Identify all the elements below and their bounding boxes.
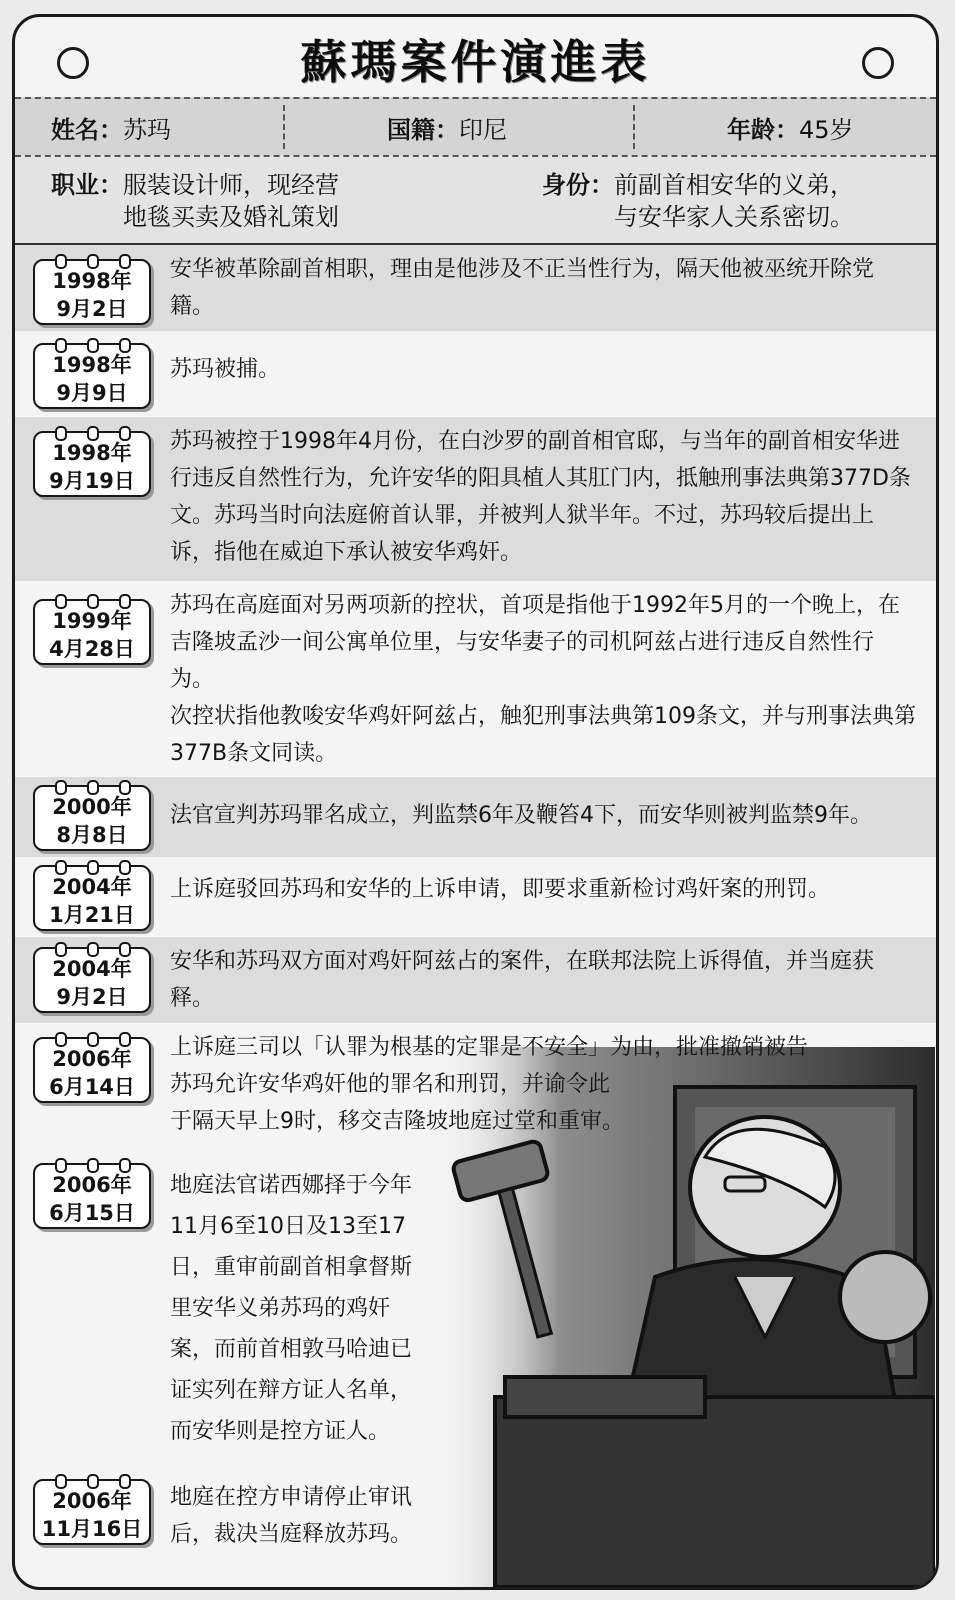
calendar-date-badge [33,259,151,325]
timeline-entry [15,1023,936,1145]
timeline [15,243,936,1547]
timeline-entry [15,581,936,777]
event-description [170,1029,916,1140]
occupation-label: 职业： [51,171,123,199]
timeline-panel [12,14,939,1590]
identity-field [542,157,854,233]
age-label: 年龄： [727,115,799,144]
date-day: 9月2日 [56,985,128,1009]
timeline-entry [15,937,936,1023]
nationality-field [387,99,507,155]
timeline-entry [15,331,936,417]
nationality-value: 印尼 [459,115,507,144]
age-field [727,99,854,155]
timeline-entry [15,417,936,581]
date-year: 1998年 [52,353,132,377]
date-year: 2004年 [52,957,132,981]
page-title: 蘇瑪案件演進表 [300,35,651,89]
event-description: 苏玛被捕。 [170,357,281,382]
date-day: 9月19日 [49,469,135,493]
event-description: 安华被革除副首相职，理由是他涉及不正当性行为，隔天他被巫统开除党籍。 [170,257,875,319]
calendar-date-badge [33,785,151,851]
event-description: 地庭在控方申请停止审讯后，裁决当庭释放苏玛。 [170,1485,413,1547]
date-year: 2004年 [52,875,132,899]
calendar-date-badge [33,947,151,1013]
name-value: 苏玛 [123,115,171,144]
calendar-date-badge [33,599,151,665]
date-year: 2006年 [52,1489,132,1513]
event-line: 上诉庭三司以「认罪为根基的定罪是不安全」为由，批准撤销被告 [170,1035,809,1060]
calendar-date-badge [33,1163,151,1229]
identity-label: 身份： [542,171,614,199]
timeline-entry [15,777,936,857]
date-day: 9月2日 [56,297,128,321]
event-description: 法官宣判苏玛罪名成立，判监禁6年及鞭笞4下，而安华则被判监禁9年。 [170,803,872,828]
event-description: 上诉庭驳回苏玛和安华的上诉申请，即要求重新检讨鸡奸案的刑罚。 [170,877,831,902]
occupation-value [123,169,339,233]
calendar-date-badge [33,343,151,409]
event-paragraph: 次控状指他教唆安华鸡奸阿兹占，触犯刑事法典第109条文，并与刑事法典第377B条文同读。 [170,704,916,766]
date-year: 2006年 [52,1047,132,1071]
name-label: 姓名： [51,115,123,144]
date-day: 11月16日 [41,1517,143,1541]
calendar-date-badge [33,1037,151,1103]
date-year: 2006年 [52,1173,132,1197]
calendar-date-badge [33,865,151,931]
date-day: 4月28日 [49,637,135,661]
calendar-date-badge [33,431,151,497]
occupation-line: 地毯买卖及婚礼策划 [123,203,339,231]
calendar-date-badge [33,1479,151,1545]
event-description [170,587,916,772]
date-year: 2000年 [52,795,132,819]
divider [633,105,635,149]
date-day: 6月14日 [49,1075,135,1099]
hanging-hole-left [57,47,89,79]
name-field [51,99,171,155]
date-year: 1998年 [52,441,132,465]
occupation-field [51,157,339,233]
event-description: 苏玛被控于1998年4月份，在白沙罗的副首相官邸，与当年的副首相安华进行违反自然性行为，允许安华的阳具植人其肛门内，抵触刑事法典第377D条文。苏玛当时向法庭俯首认罪，并被判人狱半年。不过，苏玛较后提出上诉，指他在威迫下承认被安华鸡奸。 [170,429,911,565]
event-line: 于隔天早上9时，移交吉隆坡地庭过堂和重审。 [170,1109,624,1134]
event-description: 地庭法官诺西娜择于今年11月6至10日及13至17日，重审前副首相拿督斯里安华义弟苏玛的鸡奸案，而前首相敦马哈迪已证实列在辩方证人名单，而安华则是控方证人。 [170,1173,413,1444]
identity-line: 前副首相安华的义弟， [614,171,854,199]
timeline-entry [15,1145,936,1465]
date-day: 8月8日 [56,823,128,847]
timeline-entry [15,857,936,937]
identity-value [614,169,854,233]
profile-row-details [15,155,936,245]
nationality-label: 国籍： [387,115,459,144]
profile-row-basic [15,97,936,155]
timeline-entry [15,245,936,331]
date-day: 6月15日 [49,1201,135,1225]
event-description: 安华和苏玛双方面对鸡奸阿兹占的案件，在联邦法院上诉得值，并当庭获释。 [170,949,875,1011]
date-day: 1月21日 [49,903,135,927]
age-value: 45岁 [799,115,854,144]
event-line: 苏玛允许安华鸡奸他的罪名和刑罚，并谕令此 [170,1072,611,1097]
identity-line: 与安华家人关系密切。 [614,203,854,231]
date-day: 9月9日 [56,381,128,405]
divider [283,105,285,149]
timeline-entry [15,1465,936,1575]
occupation-line: 服装设计师，现经营 [123,171,339,199]
date-year: 1999年 [52,609,132,633]
date-year: 1998年 [52,269,132,293]
hanging-hole-right [862,47,894,79]
event-paragraph: 苏玛在高庭面对另两项新的控状，首项是指他于1992年5月的一个晚上，在吉隆坡孟沙一间公寓单位里，与安华妻子的司机阿兹占进行违反自然性行为。 [170,593,900,692]
